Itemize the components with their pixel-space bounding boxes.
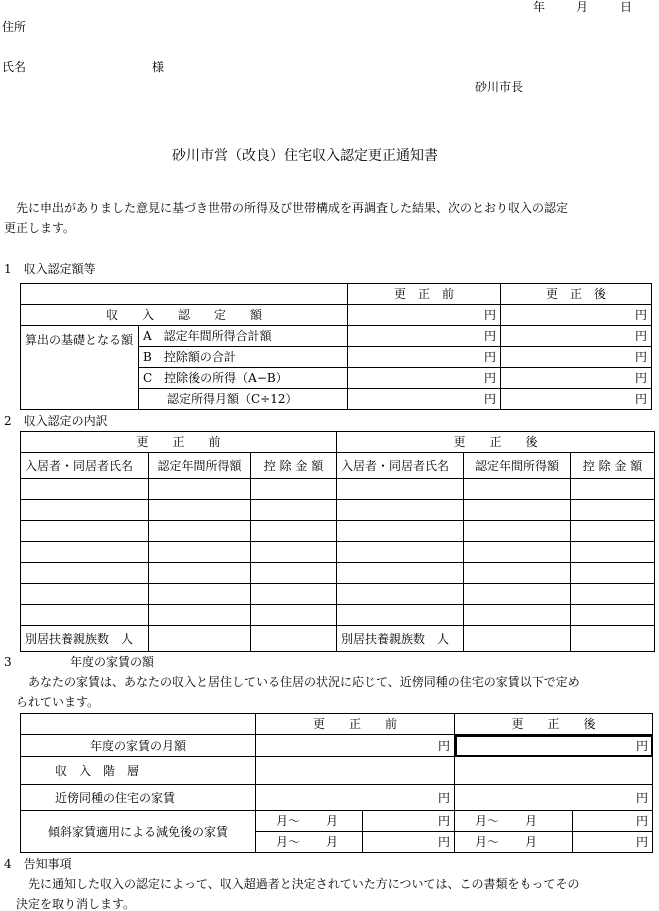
date-month: 月 — [576, 0, 589, 14]
page-title: 砂川市営（改良）住宅収入認定更正通知書 — [172, 148, 438, 164]
col-deduction: 控 除 金 額 — [251, 453, 337, 479]
yen: 円 — [501, 305, 652, 326]
yen: 円 — [573, 832, 653, 853]
yen: 円 — [501, 389, 652, 410]
section4-text2: 決定を取り消します。 — [16, 897, 136, 911]
period-to: 月 — [525, 814, 538, 828]
yen: 円 — [256, 735, 455, 757]
yen: 円 — [348, 347, 501, 368]
yen: 円 — [573, 811, 653, 832]
row-c: C 控除後の所得（A−B） — [139, 368, 348, 389]
intro-line1: 先に申出がありました意見に基づき世帯の所得及び世帯構成を再調査した結果、次のとおり収入の認定 — [4, 201, 569, 215]
period-to: 月 — [326, 835, 339, 849]
yen: 円 — [348, 368, 501, 389]
separate-dependents: 別居扶養親族数 人 — [21, 626, 149, 652]
row-b: B 控除額の合計 — [139, 347, 348, 368]
table-row — [21, 605, 655, 626]
income-table — [20, 283, 652, 410]
section3-desc2: られています。 — [16, 695, 100, 709]
section4-text1: 先に通知した収入の認定によって、収入超過者と決定されていた方については、この書類をもってその — [16, 877, 580, 891]
period — [455, 832, 573, 853]
row-income-level: 収 入 階 層 — [21, 757, 256, 785]
period — [256, 811, 363, 832]
row-monthly-rent: 年度の家賃の月額 — [21, 735, 256, 757]
section3-num: 3 — [4, 655, 12, 669]
intro-line2: 更正します。 — [4, 221, 76, 235]
basis-label: 算出の基礎となる額 — [21, 326, 139, 410]
yen: 円 — [501, 347, 652, 368]
section3-heading: 年度の家賃の額 — [70, 655, 155, 669]
section3-desc1: あなたの家賃は、あなたの収入と居住している住居の状況に応じて、近傍同種の住宅の家賃以下で定め — [16, 675, 580, 689]
name-label: 氏名 — [2, 60, 27, 74]
col-after: 更 正 後 — [501, 284, 652, 305]
section2-heading: 2 収入認定の内訳 — [4, 414, 108, 428]
yen: 円 — [455, 785, 653, 811]
rent-col-after: 更 正 後 — [455, 714, 653, 735]
date-year: 年 — [533, 0, 546, 14]
yen: 円 — [501, 326, 652, 347]
table-row — [21, 479, 655, 500]
row-monthly: 認定所得月額（C÷12） — [139, 389, 348, 410]
section1-heading: 1 収入認定額等 — [4, 262, 96, 276]
period-to: 月 — [525, 835, 538, 849]
row-income-label: 収 入 認 定 額 — [21, 305, 348, 326]
period — [256, 832, 363, 853]
rent-table — [20, 713, 653, 853]
period — [455, 811, 573, 832]
section4-heading: 4 告知事項 — [4, 857, 72, 871]
period-from: 月〜 — [276, 835, 301, 849]
table-row — [21, 500, 655, 521]
table-row — [21, 542, 655, 563]
col-income: 認定年間所得額 — [464, 453, 571, 479]
period-from: 月〜 — [475, 814, 500, 828]
breakdown-after: 更 正 後 — [337, 432, 655, 453]
row-reduced-rent: 傾斜家賃適用による減免後の家賃 — [21, 811, 256, 853]
row-nearby-rent: 近傍同種の住宅の家賃 — [21, 785, 256, 811]
rent-col-before: 更 正 前 — [256, 714, 455, 735]
date-day: 日 — [620, 0, 633, 14]
yen: 円 — [348, 389, 501, 410]
address-label: 住所 — [2, 20, 27, 34]
issuer: 砂川市長 — [475, 80, 524, 94]
yen: 円 — [348, 326, 501, 347]
table-row — [21, 563, 655, 584]
period-from: 月〜 — [475, 835, 500, 849]
col-income: 認定年間所得額 — [149, 453, 251, 479]
yen: 円 — [363, 811, 455, 832]
col-name: 入居者・同居者氏名 — [337, 453, 464, 479]
period-to: 月 — [326, 814, 339, 828]
yen: 円 — [455, 735, 653, 757]
yen: 円 — [501, 368, 652, 389]
row-a: A 認定年間所得合計額 — [139, 326, 348, 347]
breakdown-before: 更 正 前 — [21, 432, 337, 453]
yen: 円 — [348, 305, 501, 326]
honorific: 様 — [152, 60, 165, 74]
col-before: 更 正 前 — [348, 284, 501, 305]
period-from: 月〜 — [276, 814, 301, 828]
breakdown-table — [20, 431, 655, 652]
yen: 円 — [256, 785, 455, 811]
table-row — [21, 584, 655, 605]
col-name: 入居者・同居者氏名 — [21, 453, 149, 479]
table-row — [21, 521, 655, 542]
yen: 円 — [363, 832, 455, 853]
col-deduction: 控 除 金 額 — [571, 453, 655, 479]
separate-dependents: 別居扶養親族数 人 — [337, 626, 464, 652]
